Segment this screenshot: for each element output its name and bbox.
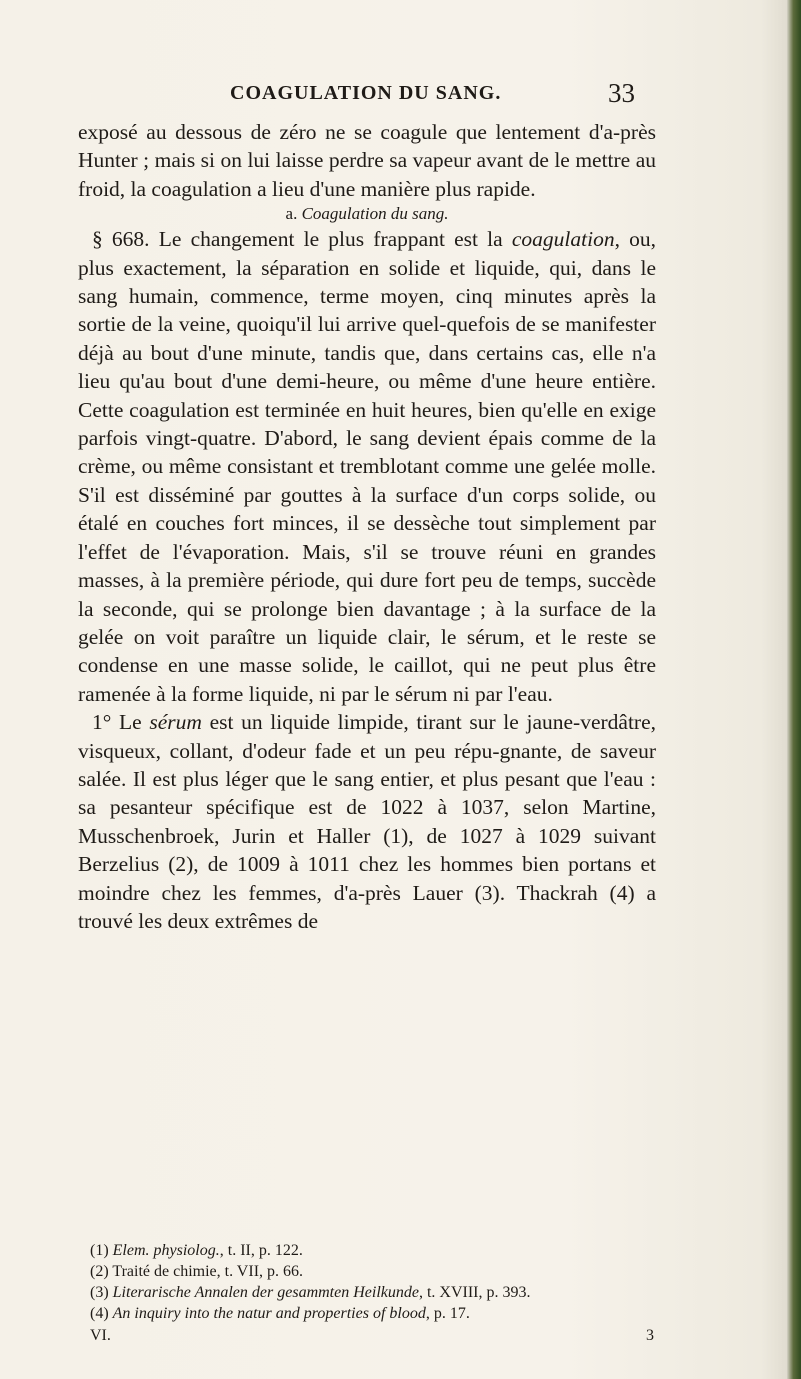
subheading-letter: a. xyxy=(285,204,298,224)
book-binding-edge xyxy=(787,0,801,1379)
paragraph-3-emphasis: sérum xyxy=(149,710,202,735)
signature-number: 3 xyxy=(646,1327,654,1344)
footnote-reference: , t. II, p. 122. xyxy=(219,1242,303,1259)
footnotes xyxy=(90,1240,670,1324)
footnote-reference: , t. XVIII, p. 393. xyxy=(418,1284,531,1301)
running-title: COAGULATION DU SANG. xyxy=(230,82,502,104)
paragraph-2-start: § 668. Le changement le plus frappant est la xyxy=(92,227,512,252)
footnote-3 xyxy=(90,1282,670,1303)
footnote-number: (1) xyxy=(90,1242,109,1259)
footnote-2 xyxy=(90,1261,670,1282)
printer-signature xyxy=(90,1327,654,1351)
footnote-1 xyxy=(90,1240,670,1261)
footnote-title: Literarische Annalen der gesammten Heilkunde xyxy=(112,1284,419,1301)
footnote-title: Elem. physiolog. xyxy=(112,1242,220,1259)
main-text xyxy=(78,118,656,935)
page-number: 33 xyxy=(608,78,635,108)
section-subheading xyxy=(78,203,656,225)
footnote-4 xyxy=(90,1303,670,1324)
page-header xyxy=(0,78,801,112)
subheading-text: Coagulation du sang. xyxy=(301,204,449,224)
footnote-title: An inquiry into the natur and properties of blood xyxy=(112,1305,426,1322)
signature-volume: VI. xyxy=(90,1327,111,1344)
paragraph-3-end: est un liquide limpide, tirant sur le jaune-verdâtre, visqueux, collant, d'odeur fade et un peu répu-gnante, de saveur salée. Il est plus léger que le sang entier, et plus pesant que l'eau : sa pesanteur spécifique est de 1022 à 1037, selon Martine, Musschenbroek, Jurin et Haller (1), de 1027 à 1029 suivant Berzelius (2), de 1009 à 1011 chez les hommes bien portans et moindre chez les femmes, d'a-près Lauer (3). Thackrah (4) a trouvé les deux extrêmes de xyxy=(78,710,656,933)
footnote-number: (3) xyxy=(90,1284,109,1301)
paragraph-3 xyxy=(78,708,656,935)
paragraph-2-end: , ou, plus exactement, la séparation en solide et liquide, qui, dans le sang humain, commence, terme moyen, cinq minutes après la sortie de la veine, quoiqu'il lui arrive quel-quefois de se manifester déjà au bout d'une minute, tandis que, dans certains cas, elle n'a lieu qu'au bout d'une demi-heure, ou même d'une heure entière. Cette coagulation est terminée en huit heures, bien qu'elle en exige parfois vingt-quatre. D'abord, le sang devient épais comme de la crème, ou même consistant et tremblotant comme une gelée molle. S'il est disséminé par gouttes à la surface d'un corps solide, ou étalé en couches fort minces, il se dessèche tout simplement par l'effet de l'évaporation. Mais, s'il se trouve réuni en grandes masses, à la première période, qui dure fort peu de temps, succède la seconde, qui se prolonge bien davantage ; à la surface de la gelée on voit paraître un liquide clair, le sérum, et le reste se condense en une masse solide, le caillot, qui ne peut plus être ramenée à la forme liquide, ni par le sérum ni par l'eau. xyxy=(78,227,656,706)
paragraph-2 xyxy=(78,225,656,708)
footnote-reference: Traité de chimie, t. VII, p. 66. xyxy=(112,1263,304,1280)
paragraph-1: exposé au dessous de zéro ne se coagule que lentement d'a-près Hunter ; mais si on lui laisse perdre sa vapeur avant de le mettre au froid, la coagulation a lieu d'une manière plus rapide. xyxy=(78,120,656,201)
paragraph-3-start: 1° Le xyxy=(92,710,150,735)
footnote-number: (2) xyxy=(90,1263,109,1280)
paragraph-2-emphasis: coagulation xyxy=(511,227,615,252)
footnote-reference: , p. 17. xyxy=(425,1305,470,1322)
footnote-number: (4) xyxy=(90,1305,109,1322)
